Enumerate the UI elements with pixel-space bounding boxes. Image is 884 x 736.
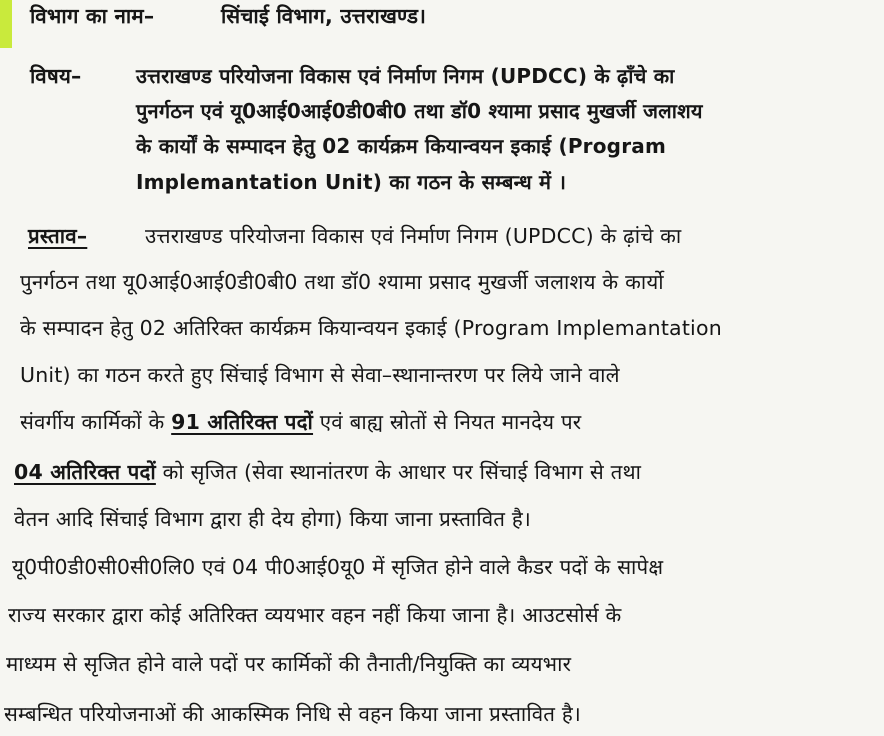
- proposal-line-8: यू0पी0डी0सी0सी0लि0 एवं 04 पी0आई0यू0 में सृजित होने वाले कैडर पदों के सापेक्ष: [12, 555, 664, 579]
- proposal-line-5: [20, 408, 581, 436]
- proposal-line-11: सम्बन्धित परियोजनाओं की आकस्मिक निधि से वहन किया जाना प्रस्तावित है।: [4, 702, 581, 726]
- subject-label: विषय–: [30, 64, 82, 88]
- department-row: [30, 2, 426, 30]
- department-label: विभाग का नाम–: [30, 4, 155, 28]
- subject-line-1: उत्तराखण्ड परियोजना विकास एवं निर्माण निगम (UPDCC) के ढ़ाँचे का: [136, 64, 675, 88]
- proposal-line-9: राज्य सरकार द्वारा कोई अतिरिक्त व्ययभार वहन नहीं किया जाना है। आउटसोर्स के: [8, 603, 622, 627]
- proposal-line-5-start: संवर्गीय कार्मिकों के: [20, 410, 165, 434]
- subject-line-3: के कार्यों के सम्पादन हेतु 02 कार्यक्रम कियान्वयन इकाई (Program: [136, 134, 666, 158]
- proposal-line-5-end: एवं बाह्य स्रोतों से नियत मानदेय पर: [319, 410, 582, 434]
- proposal-line-2: पुनर्गठन तथा यू0आई0आई0डी0बी0 तथा डॉ0 श्यामा प्रसाद मुखर्जी जलाशय के कार्यो: [20, 270, 664, 294]
- subject-line-2: पुनर्गठन एवं यू0आई0आई0डी0बी0 तथा डॉ0 श्यामा प्रसाद मुखर्जी जलाशय: [136, 99, 703, 123]
- proposal-line-7: वेतन आदि सिंचाई विभाग द्वारा ही देय होगा) किया जाना प्रस्तावित है।: [14, 507, 531, 531]
- highlight-91-posts: 91 अतिरिक्त पदों: [171, 410, 314, 434]
- proposal-line-1: उत्तराखण्ड परियोजना विकास एवं निर्माण निगम (UPDCC) के ढ़ांचे का: [145, 224, 682, 248]
- highlight-04-posts: 04 अतिरिक्त पदों: [14, 460, 156, 484]
- proposal-line-6: [14, 458, 641, 486]
- proposal-label: प्रस्ताव–: [28, 224, 88, 248]
- proposal-line-10: माध्यम से सृजित होने वाले पदों पर कार्मिकों की तैनाती/नियुक्ति का व्ययभार: [6, 652, 572, 676]
- proposal-line-6-end: को सृजित (सेवा स्थानांतरण के आधार पर सिंचाई विभाग से तथा: [162, 460, 642, 484]
- proposal-line-4: Unit) का गठन करते हुए सिंचाई विभाग से सेवा–स्थानान्तरण पर लिये जाने वाले: [20, 363, 620, 387]
- subject-line-4: Implemantation Unit) का गठन के सम्बन्ध में ।: [136, 170, 567, 194]
- highlight-marker: [0, 0, 12, 48]
- department-value: सिंचाई विभाग, उत्तराखण्ड।: [220, 4, 427, 28]
- proposal-line-3: के सम्पादन हेतु 02 अतिरिक्त कार्यक्रम कियान्वयन इकाई (Program Implemantation: [20, 316, 722, 340]
